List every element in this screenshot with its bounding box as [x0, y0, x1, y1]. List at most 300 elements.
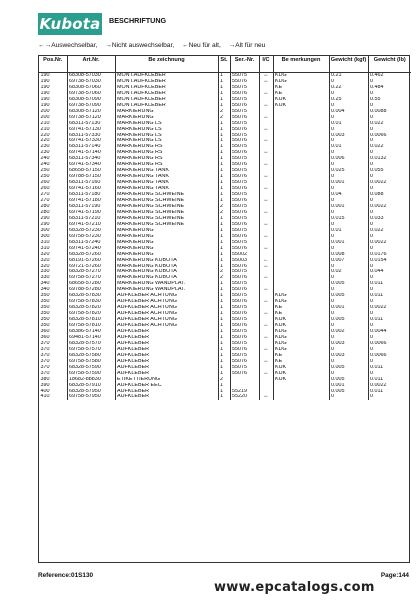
art-cell: 68328-57590 [67, 365, 115, 371]
weight-lb-cell: 0.0022 [368, 204, 411, 210]
serial-cell: 55220 [230, 394, 259, 400]
qty-cell: 1 [218, 317, 230, 323]
weight-lb-cell: 0.0088 [368, 109, 411, 115]
serial-cell: 55075 [230, 293, 259, 299]
serial-cell: 55076 [230, 103, 259, 109]
art-cell: 69741-57130 [67, 127, 115, 133]
weight-kgf-cell: 0 [329, 115, 368, 121]
description-cell: MARKIERUNG [115, 115, 218, 121]
serial-cell: 55002 [230, 252, 259, 258]
qty-cell: 1 [218, 264, 230, 270]
pos-cell: 360 [40, 334, 50, 340]
pos-cell: 190 [40, 102, 50, 108]
weight-lb-cell: 0.0022 [368, 305, 411, 311]
qty-cell: 1 [218, 341, 230, 347]
weight-lb-cell: 0 [368, 264, 411, 270]
description-cell: MARKIERUNG LS [115, 133, 218, 139]
weight-kgf-cell: 0 [329, 299, 368, 305]
weight-kgf-cell: 0.002 [329, 329, 368, 335]
qty-cell: 1 [218, 85, 230, 91]
weight-kgf-cell: 0 [329, 234, 368, 240]
qty-cell: 1 [218, 258, 230, 264]
parts-table [39, 56, 411, 400]
description-cell: MARKIERUNG KUBOTA [115, 275, 218, 281]
pos-cell: 270 [40, 198, 50, 204]
pos-cell: 190 [40, 96, 50, 102]
qty-cell: 1 [218, 323, 230, 329]
description-cell: MARKIERUNG TANK [115, 174, 218, 180]
qty-cell: 1 [218, 121, 230, 127]
pos-cell: 300 [40, 227, 50, 233]
weight-lb-cell: 0.0066 [368, 133, 411, 139]
pos-cell: 290 [40, 221, 50, 227]
serial-cell: 55075 [230, 109, 259, 115]
weight-lb-cell: 0 [368, 287, 411, 293]
ic-cell: ↔ [259, 335, 273, 341]
weight-lb-cell: 0.0022 [368, 180, 411, 186]
pos-cell: 260 [40, 180, 50, 186]
pos-cell: 370 [40, 346, 50, 352]
qty-cell: 1 [218, 168, 230, 174]
weight-kgf-cell: 0.005 [329, 389, 368, 395]
ic-cell: ↔ [259, 186, 273, 192]
serial-cell: 55075 [230, 281, 259, 287]
weight-lb-cell: 0 [368, 234, 411, 240]
serial-cell: 55075 [230, 180, 259, 186]
weight-lb-cell: 0.033 [368, 216, 411, 222]
art-cell: 69788-57150 [67, 174, 115, 180]
description-cell: MARKIERUNG SCHWEINE [115, 210, 218, 216]
qty-cell: 1 [218, 73, 230, 79]
art-cell: 69741-57340 [67, 162, 115, 168]
weight-kgf-cell: 0 [329, 210, 368, 216]
qty-cell: 1 [218, 371, 230, 377]
serial-cell: 55076 [230, 210, 259, 216]
weight-kgf-cell: 0 [329, 264, 368, 270]
ic-cell: ↔ [259, 311, 273, 317]
weight-kgf-cell: 0.01 [329, 144, 368, 150]
qty-cell: 1 [218, 228, 230, 234]
weight-kgf-cell: 0 [329, 311, 368, 317]
serial-cell: 55076 [230, 311, 259, 317]
legend-item: ←Neu für alt, [181, 42, 221, 49]
weight-kgf-cell: 0.015 [329, 216, 368, 222]
qty-cell: 1 [218, 180, 230, 186]
art-cell: 69758-57950 [67, 394, 115, 400]
art-cell: 69758-57570 [67, 347, 115, 353]
qty-cell: 1 [218, 103, 230, 109]
legend-item: ←→Auswechselbar, [38, 42, 98, 49]
weight-lb-cell: 0.088 [368, 192, 411, 198]
weight-lb-cell: 0.011 [368, 389, 411, 395]
ic-cell: ↔ [259, 91, 273, 97]
description-cell: MARKIERUNG TANK [115, 180, 218, 186]
ic-cell: ↔ [259, 79, 273, 85]
weight-lb-cell: 0.055 [368, 168, 411, 174]
qty-cell: 1 [218, 287, 230, 293]
weight-kgf-cell: 0.01 [329, 228, 368, 234]
qty-cell: 1 [218, 162, 230, 168]
qty-cell: 1 [218, 234, 230, 240]
remarks-cell: KE [273, 359, 329, 365]
remarks-cell: KE [273, 85, 329, 91]
description-cell: AUFKLEBER [115, 365, 218, 371]
qty-cell: 2 [218, 109, 230, 115]
table-body [39, 73, 411, 401]
weight-lb-cell: 0.011 [368, 281, 411, 287]
weight-lb-cell: 0 [368, 323, 411, 329]
description-cell: MARKIERUNG LS [115, 138, 218, 144]
art-cell: 68328-57950 [67, 389, 115, 395]
weight-kgf-cell: 0.005 [329, 293, 368, 299]
ic-cell: ↔ [259, 234, 273, 240]
qty-cell: 1 [218, 246, 230, 252]
weight-kgf-cell: 0 [329, 138, 368, 144]
serial-cell: 55076 [230, 323, 259, 329]
weight-lb-cell: 0.484 [368, 85, 411, 91]
art-cell: 69738-57030 [67, 79, 115, 85]
weight-kgf-cell: 0 [329, 162, 368, 168]
qty-cell: 2 [218, 377, 230, 383]
serial-cell: 55076 [230, 371, 259, 377]
weight-lb-cell: 0 [368, 103, 411, 109]
serial-cell: 55075 [230, 97, 259, 103]
art-cell: 69738-57120 [67, 115, 115, 121]
weight-lb-cell: 0 [368, 275, 411, 281]
serial-cell: 55076 [230, 234, 259, 240]
serial-cell: 55076 [230, 198, 259, 204]
serial-cell: 55075 [230, 144, 259, 150]
serial-cell: 55003 [230, 258, 259, 264]
column-header-remarks: Be merkungen [273, 56, 329, 73]
pos-cell: 350 [40, 305, 50, 311]
weight-lb-cell: 0.0022 [368, 240, 411, 246]
art-cell: 68328-57570 [67, 341, 115, 347]
qty-cell: 1 [218, 192, 230, 198]
pos-cell: 190 [40, 78, 50, 84]
art-cell: 69741-57180 [67, 198, 115, 204]
art-cell: 69758-57810 [67, 323, 115, 329]
weight-kgf-cell: 0.001 [329, 180, 368, 186]
pos-cell: 320 [40, 257, 50, 263]
qty-cell: 1 [218, 216, 230, 222]
weight-lb-cell: 0 [368, 174, 411, 180]
description-cell: MARKIERUNG RS [115, 156, 218, 162]
weight-kgf-cell: 0.001 [329, 240, 368, 246]
description-cell: MARKIERUNG LS [115, 127, 218, 133]
column-header-pos: Pos.Nr. [39, 56, 67, 73]
weight-lb-cell: 0 [368, 115, 411, 121]
description-cell: AUFKLEBER ACHTUNG [115, 299, 218, 305]
description-cell: MONT.AUFKLEBER [115, 91, 218, 97]
weight-lb-cell: 0 [368, 359, 411, 365]
art-cell: 68658-57150 [67, 168, 115, 174]
serial-cell: 55076 [230, 174, 259, 180]
serial-cell: 55075 [230, 353, 259, 359]
qty-cell: 1 [218, 79, 230, 85]
serial-cell: 55076 [230, 91, 259, 97]
qty-cell: 1 [218, 359, 230, 365]
weight-kgf-cell: 0 [329, 323, 368, 329]
pos-cell: 230 [40, 144, 50, 150]
ic-cell: ↔ [259, 198, 273, 204]
weight-lb-cell: 0.0066 [368, 341, 411, 347]
description-cell: AUFKLEBER [115, 353, 218, 359]
art-cell: 69758-57590 [67, 371, 115, 377]
ic-cell: ↔ [259, 299, 273, 305]
qty-cell: 1 [218, 365, 230, 371]
pos-cell: 220 [40, 132, 50, 138]
ic-cell: ↔ [259, 323, 273, 329]
remarks-cell: KDG [273, 335, 329, 341]
qty-cell: 1 [218, 97, 230, 103]
qty-cell: 1 [218, 144, 230, 150]
remarks-cell: KE [273, 305, 329, 311]
pos-cell: 350 [40, 293, 50, 299]
description-cell: MARKIERUNG RS [115, 144, 218, 150]
qty-cell: 1 [218, 383, 230, 389]
weight-kgf-cell: 0.001 [329, 305, 368, 311]
qty-cell: 1 [218, 335, 230, 341]
weight-kgf-cell: 0 [329, 150, 368, 156]
description-cell: AUFKLEBER [115, 329, 218, 335]
column-header-qty: St. [218, 56, 230, 73]
description-cell: MONT.AUFKLEBER [115, 85, 218, 91]
weight-kgf-cell: 0 [329, 371, 368, 377]
qty-cell: 1 [218, 240, 230, 246]
kubota-logo: Kubota [39, 15, 101, 33]
remarks-cell: KUK [273, 365, 329, 371]
pos-cell: 320 [40, 251, 50, 257]
pos-cell: 240 [40, 156, 50, 162]
description-cell: MONT.AUFKLEBER [115, 73, 218, 79]
art-cell: 69758-57580 [67, 359, 115, 365]
remarks-cell [273, 394, 329, 400]
weight-lb-cell: 0 [368, 150, 411, 156]
qty-cell: 1 [218, 186, 230, 192]
serial-cell: 55075 [230, 192, 259, 198]
serial-cell: 55076 [230, 299, 259, 305]
description-cell: MARKIERUNG SCHWEINE [115, 198, 218, 204]
art-cell: 69741-57210 [67, 222, 115, 228]
serial-cell: 55075 [230, 365, 259, 371]
description-cell: MARKIERUNG WANDPLAT. [115, 281, 218, 287]
art-cell: 68328-57810 [67, 317, 115, 323]
serial-cell: 55075 [230, 121, 259, 127]
serial-cell: 55075 [230, 317, 259, 323]
description-cell: MARKIERUNG [115, 228, 218, 234]
qty-cell: 1 [218, 138, 230, 144]
serial-cell: 55076 [230, 115, 259, 121]
pos-cell: 210 [40, 120, 50, 126]
ic-cell: ↔ [259, 394, 273, 400]
pos-cell: 350 [40, 317, 50, 323]
art-cell: 69741-57160 [67, 186, 115, 192]
pos-cell: 220 [40, 138, 50, 144]
remarks-cell: KDG [273, 79, 329, 85]
art-cell: 69758-57820 [67, 311, 115, 317]
remarks-cell: KDG [273, 299, 329, 305]
qty-cell: 1 [218, 347, 230, 353]
pos-cell: 400 [40, 388, 50, 394]
column-header-weight-kgf: Gewicht (kgf) [329, 56, 368, 73]
weight-lb-cell: 0 [368, 246, 411, 252]
weight-lb-cell: 0 [368, 162, 411, 168]
legend-item: →Alt für neu [228, 42, 266, 49]
art-cell: 68311-57240 [67, 240, 115, 246]
weight-lb-cell: 0.011 [368, 317, 411, 323]
weight-kgf-cell: 0.22 [329, 85, 368, 91]
description-cell: AUFKLEBER ACHTUNG [115, 305, 218, 311]
remarks-cell: KE [273, 311, 329, 317]
weight-lb-cell: 0.011 [368, 365, 411, 371]
description-cell: MARKIERUNG TANK [115, 186, 218, 192]
ic-cell: ↔ [259, 264, 273, 270]
qty-cell: 1 [218, 293, 230, 299]
remarks-cell: KUK [273, 97, 329, 103]
art-cell: 69741-57190 [67, 210, 115, 216]
pos-cell: 190 [40, 90, 50, 96]
weight-kgf-cell: 0 [329, 174, 368, 180]
pos-cell: 310 [40, 245, 50, 251]
weight-kgf-cell: 0 [329, 91, 368, 97]
qty-cell: 2 [218, 204, 230, 210]
serial-cell: 55075 [230, 168, 259, 174]
interchangeability-legend [38, 42, 271, 49]
description-cell: MONT.AUFKLEBER [115, 97, 218, 103]
weight-kgf-cell: 0.01 [329, 121, 368, 127]
weight-kgf-cell: 0.001 [329, 204, 368, 210]
art-cell: 68191-57260 [67, 258, 115, 264]
serial-cell: 55075 [230, 204, 259, 210]
serial-cell: 55076 [230, 347, 259, 353]
pos-cell: 340 [40, 287, 50, 293]
serial-cell: 55075 [230, 329, 259, 335]
weight-lb-cell: 0.55 [368, 97, 411, 103]
art-cell: 68386-57140 [67, 329, 115, 335]
weight-kgf-cell: 0.005 [329, 365, 368, 371]
weight-kgf-cell: 0 [329, 359, 368, 365]
pos-cell: 370 [40, 364, 50, 370]
pos-cell: 250 [40, 168, 50, 174]
serial-cell: 55076 [230, 246, 259, 252]
art-cell: 68328-57830 [67, 293, 115, 299]
weight-lb-cell: 0.0066 [368, 353, 411, 359]
pos-cell: 190 [40, 84, 50, 90]
weight-lb-cell: 0.0044 [368, 329, 411, 335]
weight-lb-cell: 0 [368, 138, 411, 144]
serial-cell: 55075 [230, 269, 259, 275]
remarks-cell: KUK [273, 377, 329, 383]
weight-kgf-cell: 0 [329, 186, 368, 192]
serial-cell: 55076 [230, 162, 259, 168]
qty-cell: 2 [218, 210, 230, 216]
weight-lb-cell: 0 [368, 222, 411, 228]
description-cell: MARKIERUNG SCHWEINE [115, 216, 218, 222]
weight-kgf-cell: 0.025 [329, 168, 368, 174]
art-cell: 68328-57270 [67, 269, 115, 275]
serial-cell: 55075 [230, 133, 259, 139]
weight-kgf-cell: 0.003 [329, 341, 368, 347]
weight-kgf-cell: 0.005 [329, 377, 368, 383]
weight-kgf-cell: 0 [329, 335, 368, 341]
weight-kgf-cell: 0 [329, 127, 368, 133]
description-cell: MARKIERUNG LS [115, 121, 218, 127]
pos-cell: 210 [40, 126, 50, 132]
serial-cell: 55075 [230, 228, 259, 234]
pos-cell: 350 [40, 299, 50, 305]
description-cell: AUFKLEBER ACHTUNG [115, 293, 218, 299]
pos-cell: 340 [40, 281, 50, 287]
ic-cell: ↔ [259, 222, 273, 228]
weight-lb-cell: 0 [368, 186, 411, 192]
art-cell: 69758-57830 [67, 299, 115, 305]
description-cell: MARKIERUNG RS [115, 150, 218, 156]
serial-cell: 55076 [230, 335, 259, 341]
weight-kgf-cell: 0.004 [329, 109, 368, 115]
qty-cell: 2 [218, 269, 230, 275]
serial-cell: 55219 [230, 389, 259, 395]
ic-cell: ↔ [259, 246, 273, 252]
ic-cell: ↔ [259, 73, 273, 79]
description-cell: MARKIERUNG SCHWEINE [115, 204, 218, 210]
qty-cell: 2 [218, 115, 230, 121]
remarks-cell: KDG [273, 347, 329, 353]
pos-cell: 380 [40, 376, 50, 382]
art-cell: 68311-57160 [67, 180, 115, 186]
pos-cell: 300 [40, 233, 50, 239]
weight-kgf-cell: 0.04 [329, 192, 368, 198]
art-cell: 69788-57280 [67, 287, 115, 293]
column-header-serial: Ser.-Nr. [230, 56, 259, 73]
weight-kgf-cell: 0 [329, 246, 368, 252]
weight-lb-cell: 0.011 [368, 377, 411, 383]
weight-kgf-cell: 0 [329, 347, 368, 353]
ic-cell: ↔ [259, 162, 273, 168]
serial-cell: 55076 [230, 222, 259, 228]
weight-lb-cell: 0 [368, 371, 411, 377]
pos-cell: 370 [40, 340, 50, 346]
description-cell: MARKIERUNG KUBOTA [115, 264, 218, 270]
pos-cell: 230 [40, 150, 50, 156]
watermark: www.epcatalogs.com [214, 580, 375, 595]
description-cell: MARKIERUNG [115, 234, 218, 240]
page-title: BESCHRIFTUNG [109, 16, 167, 25]
pos-cell: 250 [40, 174, 50, 180]
art-cell: 68328-57820 [67, 305, 115, 311]
remarks-cell: KUK [273, 317, 329, 323]
description-cell: AUFKLEBER EEC [115, 383, 218, 389]
reference-number: Reference:01S130 [38, 572, 94, 579]
weight-kgf-cell: 0.25 [329, 97, 368, 103]
pos-cell: 290 [40, 215, 50, 221]
description-cell: MARKIERUNG [115, 246, 218, 252]
weight-kgf-cell: 0 [329, 222, 368, 228]
ic-cell: ↔ [259, 359, 273, 365]
description-cell: AUFKLEBER ACHTUNG [115, 311, 218, 317]
description-cell: MARKIERUNG WANDPLAT. [115, 287, 218, 293]
weight-kgf-cell: 0 [329, 287, 368, 293]
art-cell: 69758-57270 [67, 275, 115, 281]
art-cell: 69738-57090 [67, 103, 115, 109]
weight-kgf-cell: 0.008 [329, 252, 368, 258]
pos-cell: 350 [40, 311, 50, 317]
serial-cell: 55075 [230, 156, 259, 162]
art-cell: 68658-57280 [67, 281, 115, 287]
pos-cell: 330 [40, 275, 50, 281]
description-cell: AUFKLEBER [115, 394, 218, 400]
art-cell: 68311-57330 [67, 133, 115, 139]
